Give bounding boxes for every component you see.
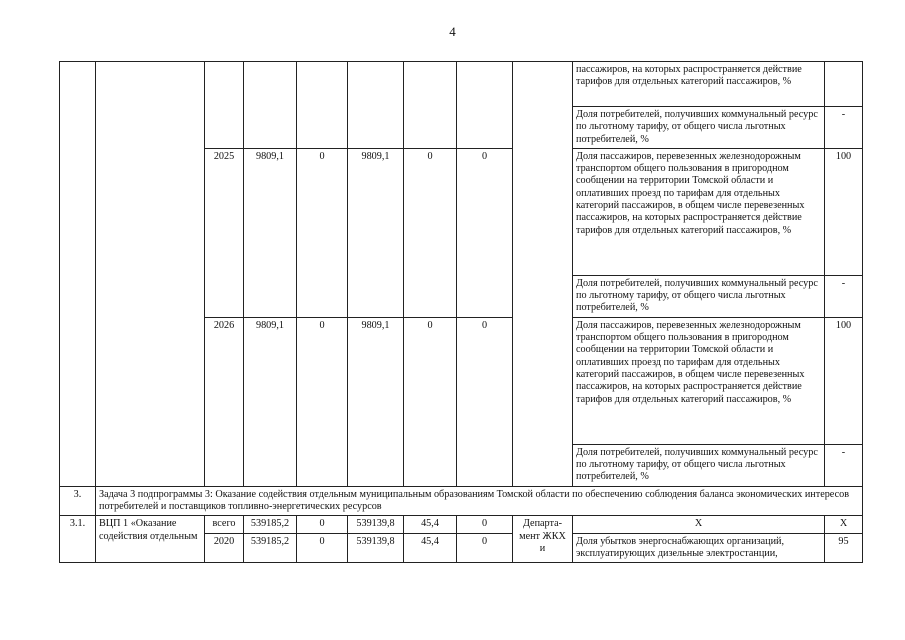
indicator-cell: X [573, 516, 825, 533]
table-row: 2026 9809,1 0 9809,1 0 0 Доля пассажиров, перевезенных железнодорожным транспортом общего пользования в пригородном сообщении на территории Томской области и оплативших проезд по тарифам для отдельных категорий пассажиров, в общем числе перевезенных пассажиров, на которых распространяется действие тарифов для отдельных категорий пассажиров, % 100 [60, 317, 863, 444]
task-title: Задача 3 подпрограммы 3: Оказание содействия отдельным муниципальным образованиям Томской области по обеспечению соблюдения баланса экономических интересов потребителей и поставщиков топливно-энергетических ресурсов [96, 486, 863, 516]
year-cell: 2020 [205, 533, 244, 563]
table-row: 3.1. ВЦП 1 «Оказание содействия отдельным всего 539185,2 0 539139,8 45,4 0 Департа-мент ЖКХ и X X [60, 516, 863, 533]
program-table [59, 61, 863, 563]
cell-name-empty [96, 62, 205, 487]
value-cell: - [825, 107, 863, 149]
year-cell: 2026 [205, 317, 244, 486]
table-row [60, 62, 863, 107]
page-number: 4 [449, 24, 456, 39]
table-row: 2020 539185,2 0 539139,8 45,4 0 Доля убытков энергоснабжающих организаций, эксплуатирующих дизельные электростанции, 95 [60, 533, 863, 563]
value-cell: 100 [825, 317, 863, 444]
value-cell: - [825, 275, 863, 317]
indicator-cell: Доля пассажиров, перевезенных железнодорожным транспортом общего пользования в пригородном сообщении на территории Томской области и оплативших проезд по тарифам для отдельных категорий пассажиров, в общем числе перевезенных пассажиров, на которых распространяется действие тарифов для отдельных категорий пассажиров, % [573, 148, 825, 275]
cell-num-empty [60, 62, 96, 487]
table-row: 2025 9809,1 0 9809,1 0 0 Доля пассажиров, перевезенных железнодорожным транспортом общего пользования в пригородном сообщении на территории Томской области и оплативших проезд по тарифам для отдельных категорий пассажиров, в общем числе перевезенных пассажиров, на которых распространяется действие тарифов для отдельных категорий пассажиров, % 100 [60, 148, 863, 275]
executor-cell: Департа-мент ЖКХ и [513, 516, 573, 563]
indicator-cell: Доля потребителей, получивших коммунальный ресурс по льготному тарифу, от общего числа льготных потребителей, % [573, 275, 825, 317]
value-cell: 95 [825, 533, 863, 563]
item-name: ВЦП 1 «Оказание содействия отдельным [96, 516, 205, 563]
value-cell: 100 [825, 148, 863, 275]
indicator-cell: Доля потребителей, получивших коммунальный ресурс по льготному тарифу, от общего числа льготных потребителей, % [573, 107, 825, 149]
task-number: 3. [60, 486, 96, 516]
cell-executor-empty [513, 62, 573, 487]
item-number: 3.1. [60, 516, 96, 563]
task-row [60, 486, 863, 516]
year-cell: всего [205, 516, 244, 533]
year-cell: 2025 [205, 148, 244, 317]
value-cell: - [825, 444, 863, 486]
indicator-cell: Доля пассажиров, перевезенных железнодорожным транспортом общего пользования в пригородном сообщении на территории Томской области и оплативших проезд по тарифам для отдельных категорий пассажиров, в общем числе перевезенных пассажиров, на которых распространяется действие тарифов для отдельных категорий пассажиров, % [573, 317, 825, 444]
value-cell: X [825, 516, 863, 533]
indicator-cell: Доля убытков энергоснабжающих организаций, эксплуатирующих дизельные электростанции, [573, 533, 825, 563]
indicator-cell: пассажиров, на которых распространяется действие тарифов для отдельных категорий пассажиров, % [573, 62, 825, 107]
indicator-cell: Доля потребителей, получивших коммунальный ресурс по льготному тарифу, от общего числа льготных потребителей, % [573, 444, 825, 486]
